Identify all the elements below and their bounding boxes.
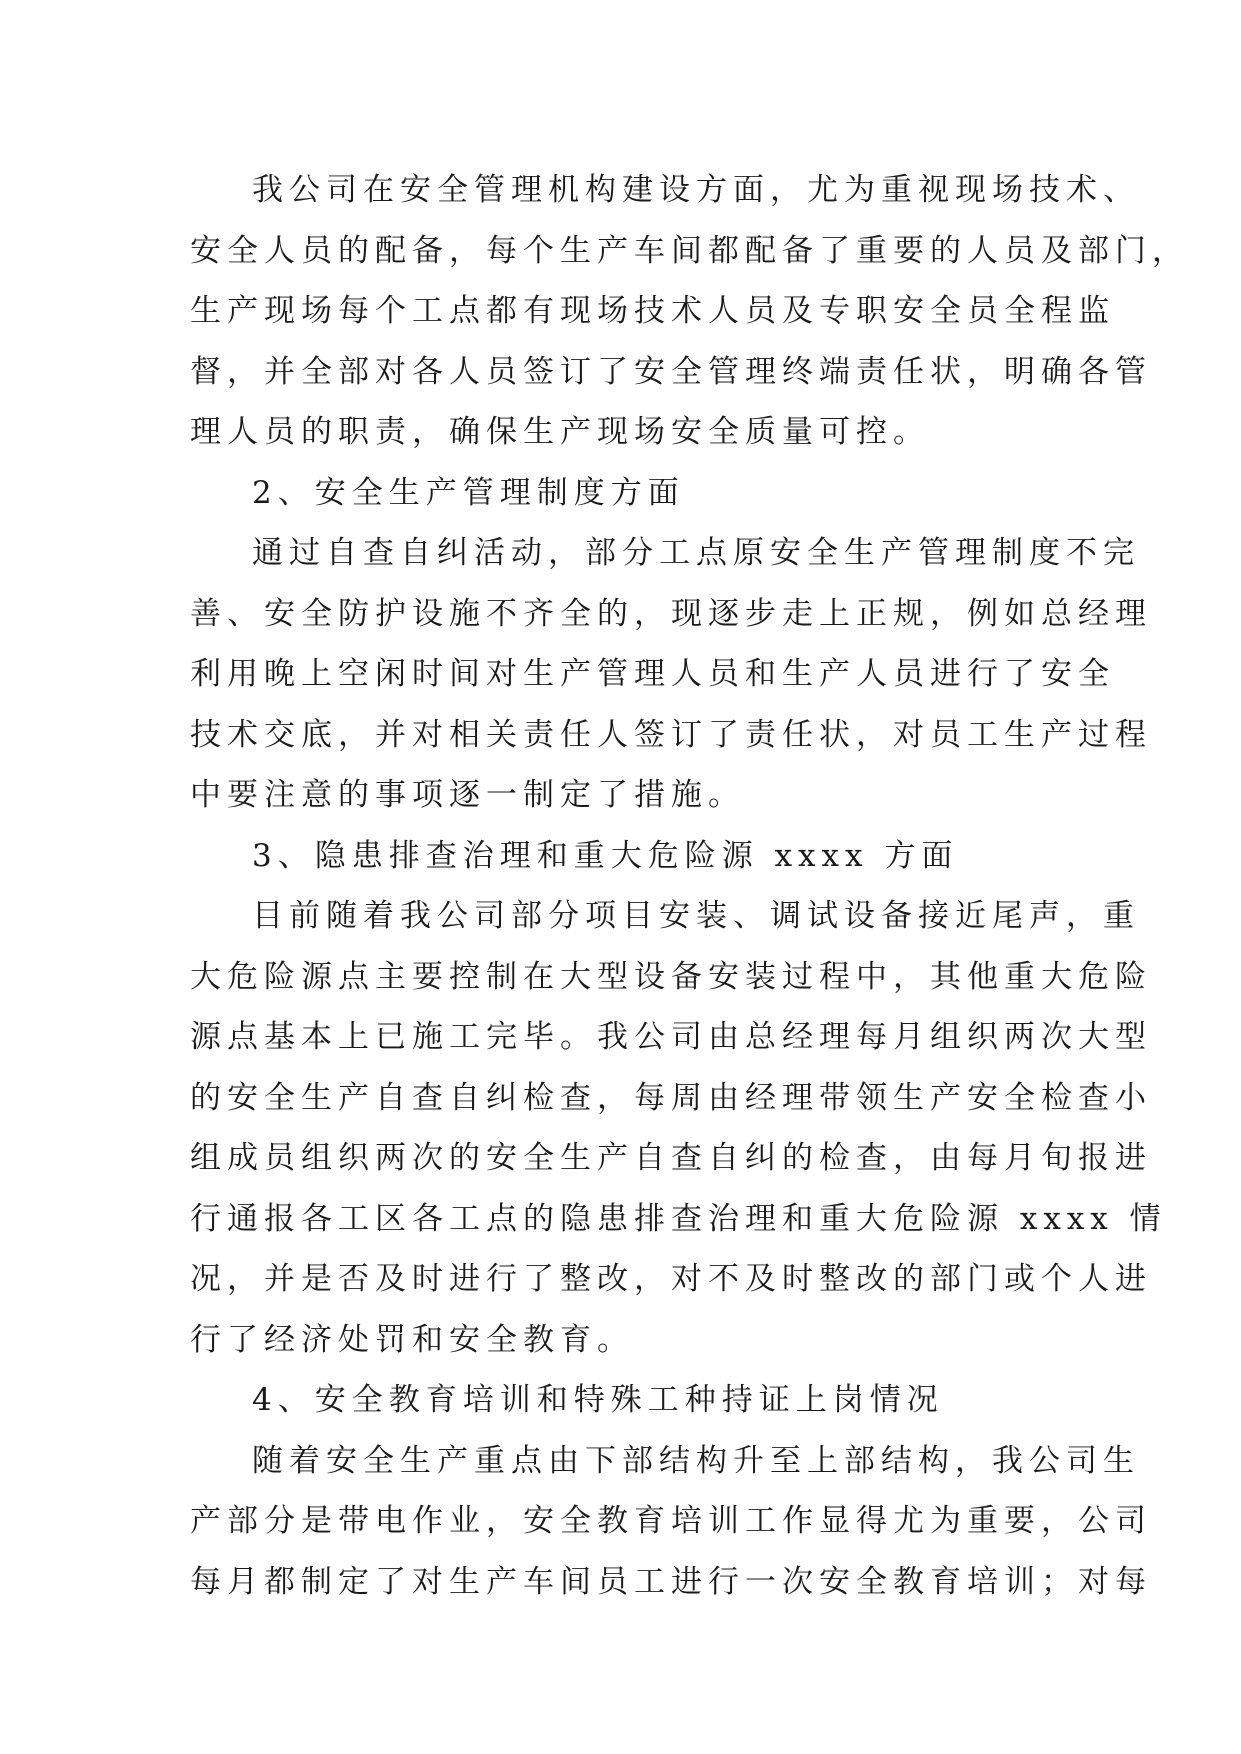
text-line: 大危险源点主要控制在大型设备安装过程中，其他重大危险 — [190, 958, 1152, 995]
text-line: 行了经济处罚和安全教育。 — [190, 1321, 634, 1358]
section-heading: 3、隐患排查治理和重大危险源 xxxx 方面 — [252, 837, 959, 874]
section-heading: 2、安全生产管理制度方面 — [252, 474, 685, 511]
text-line: 善、安全防护设施不齐全的，现逐步走上正规，例如总经理 — [190, 595, 1152, 632]
text-line: 安全人员的配备，每个生产车间都配备了重要的人员及部门， — [190, 232, 1189, 269]
text-line: 利用晚上空闲时间对生产管理人员和生产人员进行了安全 — [190, 656, 1115, 692]
text-line: 行通报各工区各工点的隐患排查治理和重大危险源 xxxx 情 — [190, 1200, 1167, 1237]
text-line: 每月都制定了对生产车间员工进行一次安全教育培训；对每 — [190, 1563, 1152, 1600]
text-line: 通过自查自纠活动，部分工点原安全生产管理制度不完 — [252, 535, 1140, 571]
text-line: 的安全生产自查自纠检查，每周由经理带领生产安全检查小 — [190, 1079, 1152, 1116]
text-line: 技术交底，并对相关责任人签订了责任状，对员工生产过程 — [190, 716, 1152, 753]
text-line: 督，并全部对各人员签订了安全管理终端责任状，明确各管 — [190, 353, 1152, 390]
section-heading: 4、安全教育培训和特殊工种持证上岗情况 — [252, 1382, 944, 1418]
text-line: 组成员组织两次的安全生产自查自纠的检查，由每月旬报进 — [190, 1140, 1152, 1176]
text-line: 产部分是带电作业，安全教育培训工作显得尤为重要，公司 — [190, 1503, 1152, 1539]
text-line: 我公司在安全管理机构建设方面，尤为重视现场技术、 — [252, 172, 1140, 208]
text-line: 况，并是否及时进行了整改，对不及时整改的部门或个人进 — [190, 1261, 1152, 1297]
text-line: 中要注意的事项逐一制定了措施。 — [190, 777, 745, 813]
text-line: 随着安全生产重点由下部结构升至上部结构，我公司生 — [252, 1442, 1140, 1479]
text-line: 目前随着我公司部分项目安装、调试设备接近尾声，重 — [252, 898, 1140, 934]
document-body — [190, 160, 1189, 1612]
text-line: 生产现场每个工点都有现场技术人员及专职安全员全程监 — [190, 293, 1115, 329]
text-line: 理人员的职责，确保生产现场安全质量可控。 — [190, 414, 930, 450]
text-line: 源点基本上已施工完毕。我公司由总经理每月组织两次大型 — [190, 1019, 1152, 1055]
